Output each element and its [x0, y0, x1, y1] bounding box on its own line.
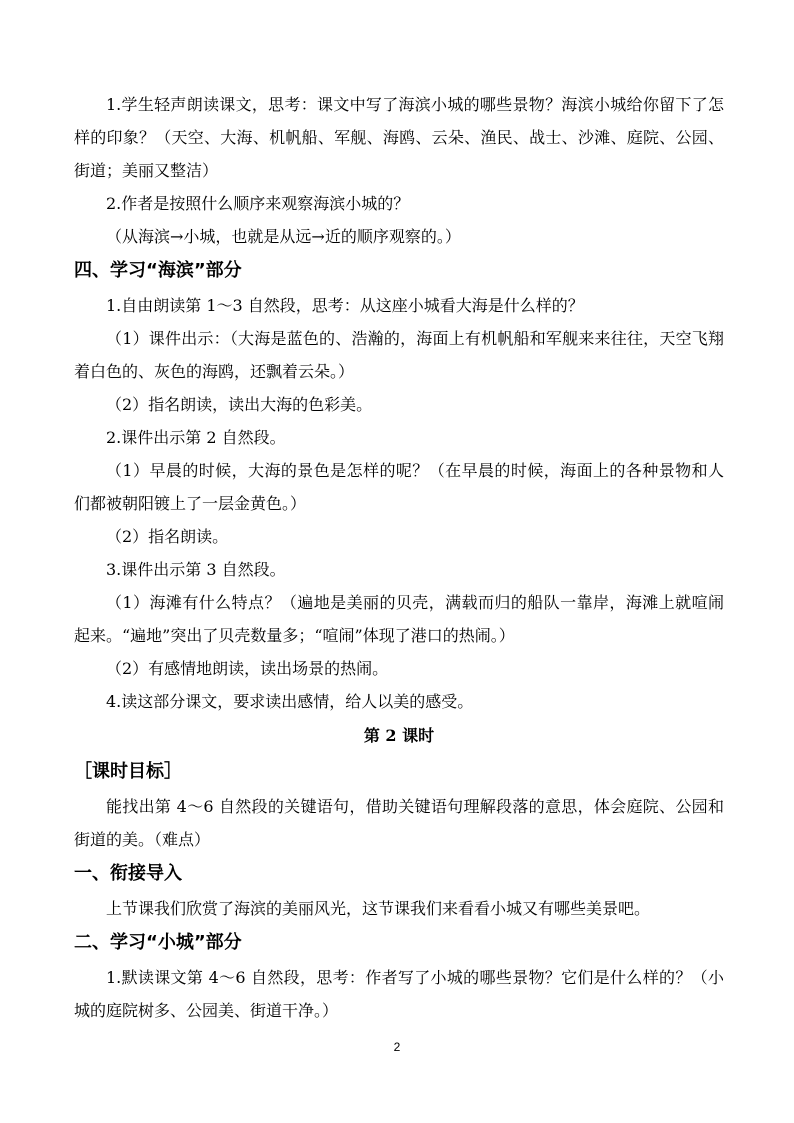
- section-heading-2: 二、学习“小城”部分: [74, 932, 242, 953]
- paragraph-reading-2: （2）指名朗读。: [106, 527, 229, 546]
- page-number: 2: [393, 1040, 401, 1054]
- lesson-title: 第 2 课时: [363, 726, 435, 745]
- section-heading-4: 四、学习“海滨”部分: [74, 260, 242, 281]
- paragraph-morning: （1）早晨的时候，大海的景色是怎样的呢？（在早晨的时候，海面上的各种景物和人们都被朝阳镀上了一层金黄色。）: [74, 461, 724, 513]
- paragraph-answer-2: （从海滨→小城，也就是从远→近的顺序观察的。）: [106, 227, 461, 246]
- paragraph-question-2: 2.作者是按照什么顺序来观察海滨小城的？: [106, 194, 410, 213]
- section-heading-1: 一、衔接导入: [74, 863, 182, 884]
- paragraph-courseware-2: 2.课件出示第 2 自然段。: [106, 428, 286, 447]
- paragraph-read-section: 4.读这部分课文，要求读出感情，给人以美的感受。: [106, 692, 474, 711]
- paragraph-read-1-3: 1.自由朗读第 1～3 自然段，思考：从这座小城看大海是什么样的？: [106, 296, 584, 315]
- paragraph-intro: 上节课我们欣赏了海滨的美丽风光，这节课我们来看看小城又有哪些美景吧。: [106, 899, 651, 918]
- paragraph-beach: （1）海滩有什么特点？（遍地是美丽的贝壳，满载而归的船队一靠岸，海滩上就喧闹起来。“遍地”突出了贝壳数量多；“喧闹”体现了港口的热闹。）: [74, 593, 724, 645]
- paragraph-courseware-3: 3.课件出示第 3 自然段。: [106, 560, 286, 579]
- paragraph-goal: 能找出第 4～6 自然段的关键语句，借助关键语句理解段落的意思，体会庭院、公园和街道的美。（难点）: [74, 797, 724, 849]
- document-body: [74, 88, 724, 1027]
- paragraph-question-1: 1.学生轻声朗读课文，思考：课文中写了海滨小城的哪些景物？海滨小城给你留下了怎样的印象？（天空、大海、机帆船、军舰、海鸥、云朵、渔民、战士、沙滩、庭院、公园、街道；美丽又整洁）: [74, 95, 724, 180]
- paragraph-silent-read: 1.默读课文第 4～6 自然段，思考：作者写了小城的哪些景物？它们是什么样的？（小城的庭院树多、公园美、街道干净。）: [74, 968, 724, 1020]
- goal-title: ［课时目标］: [74, 761, 182, 782]
- paragraph-reading-1: （2）指名朗读，读出大海的色彩美。: [106, 395, 373, 414]
- paragraph-reading-3: （2）有感情地朗读，读出场景的热闹。: [106, 659, 389, 678]
- paragraph-courseware-1: （1）课件出示：（大海是蓝色的、浩瀚的，海面上有机帆船和军舰来来往往，天空飞翔着白色的、灰色的海鸥，还飘着云朵。）: [74, 329, 724, 381]
